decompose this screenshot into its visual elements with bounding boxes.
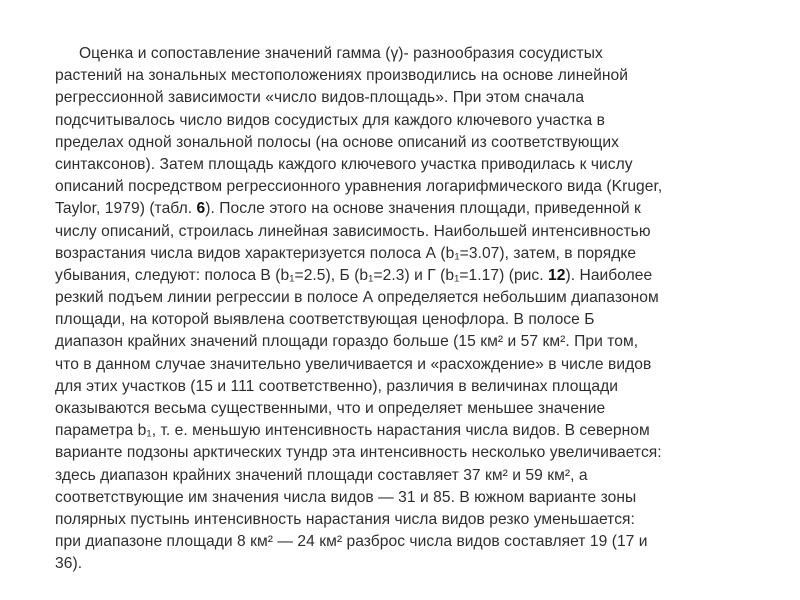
text-line: оказываются весьма существенными, что и определяет меньшее значение: [55, 400, 606, 417]
table-reference: 6: [196, 200, 206, 218]
text-run: ). Наиболее: [565, 266, 653, 284]
text-line: для этих участков (15 и 111 соответственно), различия в величинах площади: [55, 377, 619, 395]
text-run: убывания, следуют: полоса В (b₁=2.5), Б (b₁=2.3) и Г (b₁=1.17) (рис.: [55, 266, 549, 284]
text-line: площади, на которой выявлена соответствующая ценофлора. В полосе Б: [55, 311, 595, 329]
text-line: при диапазоне площади 8 км² — 24 км² разброс числа видов составляет 19 (17 и: [55, 533, 648, 551]
text-line: что в данном случае значительно увеличивается и «расхождение» в числе видов: [55, 355, 652, 373]
text-line: 36).: [55, 555, 83, 573]
text-line: описаний посредством регрессионного уравнения логарифмического вида (Kruger,: [55, 178, 663, 196]
text-line: диапазон крайних значений площади гораздо больше (15 км² и 57 км². При том,: [55, 333, 639, 351]
body-paragraph: [55, 43, 785, 576]
figure-reference: 12: [548, 266, 566, 284]
text-line: [55, 198, 785, 220]
text-line: варианте подзоны арктических тундр эта интенсивность несколько увеличивается:: [55, 444, 662, 462]
text-line: числу описаний, строилась линейная зависимость. Наибольшей интенсивностью: [55, 222, 651, 240]
text-line: возрастания числа видов характеризуется полоса А (b₁=3.07), затем, в порядке: [55, 244, 637, 262]
text-line: параметра b₁, т. е. меньшую интенсивность нарастания числа видов. В северном: [55, 422, 650, 440]
text-line: резкий подъем линии регрессии в полосе А определяется небольшим диапазоном: [55, 289, 659, 307]
text-line: подсчитывалось число видов сосудистых для каждого ключевого участка в: [55, 111, 605, 129]
text-line: синтаксонов). Затем площадь каждого ключевого участка приводилась к числу: [55, 155, 633, 173]
text-line: соответствующие им значения числа видов — 31 и 85. В южном варианте зоны: [55, 488, 637, 506]
text-line: [55, 265, 785, 287]
text-line: растений на зональных местоположениях производились на основе линейной: [55, 67, 628, 85]
text-line: здесь диапазон крайних значений площади составляет 37 км² и 59 км², а: [55, 466, 588, 484]
text-run: ). После этого на основе значения площади, приведенной к: [205, 200, 641, 218]
text-line: регрессионной зависимости «число видов-площадь». При этом сначала: [55, 89, 585, 107]
text-line: полярных пустынь интенсивность нарастания числа видов резко уменьшается:: [55, 510, 635, 528]
text-run: Taylor, 1979) (табл.: [55, 200, 197, 218]
text-line: пределах одной зональной полосы (на основе описаний из соответствующих: [55, 133, 619, 151]
text-line: Оценка и сопоставление значений гамма (γ)- разнообразия сосудистых: [79, 45, 603, 62]
